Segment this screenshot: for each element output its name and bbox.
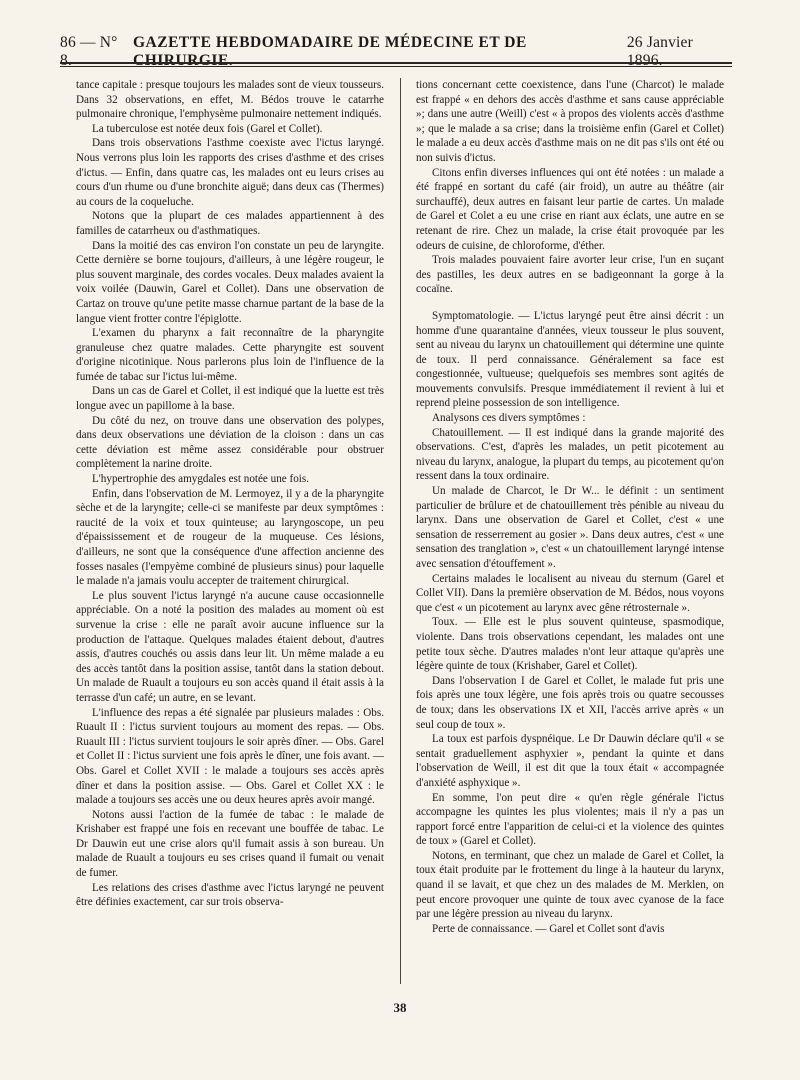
page-number-issue: 86 — N° 8. <box>60 34 118 69</box>
paragraph: Notons, en terminant, que chez un malade de Garel et Collet, la toux était produite par le frottement du linge à la hauteur du larynx, quand il se lavait, et que chez un des malades de M. Merklen, on peut encore provoquer une quinte de toux avec cyanose de la face par une légère pression au niveau du larynx. <box>416 849 724 921</box>
paragraph: Le plus souvent l'ictus laryngé n'a aucune cause occasionnelle appréciable. On a noté la position des malades au moment où est survenue la crise : elle ne paraît avoir aucune influence sur la production de l'attaque. Quelques malades étaient debout, d'autres assis, d'autres couchés ou assis dans leur lit. Un même malade a eu des accès tantôt dans la position assise, tantôt dans la station debout. Un malade de Ruault a toujours eu son accès quand il était assis à la terrasse d'un café; un autre, en se levant. <box>76 589 384 704</box>
paragraph: Certains malades le localisent au niveau du sternum (Garel et Collet VII). Dans la première observation de M. Bédos, nous voyons que c'est « un picotement au larynx avec gêne rétrosternale ». <box>416 572 724 614</box>
running-header <box>60 34 732 69</box>
paragraph: Un malade de Charcot, le Dr W... le définit : un sentiment particulier de brûlure et de chatouillement très pénible au niveau du larynx. Dans une observation de Garel et Collet, c'est « une sensation de resserrement au gosier ». Dans deux autres, c'est « une sensation des tranglation », c'est « un chatouillement laryngé intense avec sensation d'étouffement ». <box>416 485 724 570</box>
section-paragraph-symptomatologie: Symptomatologie. — L'ictus laryngé peut être ainsi décrit : un homme d'une quarantaine d'années, vieux tousseur le plus souvent, sent au niveau du larynx un chatouillement qui détermine une quinte de toux. Il perd connaissance. Généralement sa face est congestionnée, vultueuse; quelquefois ses membres sont agités de mouvements convulsifs. Presque immédiatement il revient à lui et reprend pleine possession de son intelligence. <box>416 309 724 410</box>
paragraph: Notons que la plupart de ces malades appartiennent à des familles de catarrheux ou d'asthmatiques. <box>76 210 384 237</box>
paragraph: Les relations des crises d'asthme avec l'ictus laryngé ne peuvent être définies exactement, car sur trois observa- <box>76 881 384 909</box>
paragraph: L'hypertrophie des amygdales est notée une fois. <box>92 473 310 486</box>
paragraph: Dans l'observation I de Garel et Collet, le malade fut pris une fois après une toux légère, une fois après trois ou quatre secousses de toux; dans les observations IX et XII, l'accès arrive après « un seul coup de toux ». <box>416 674 724 731</box>
folio-number: 38 <box>393 1000 407 1015</box>
column-divider <box>400 78 401 984</box>
paragraph: Chatouillement. — Il est indiqué dans la grande majorité des observations. C'est, d'après les malades, un petit picotement au niveau du larynx, analogue, la plupart du temps, au picotement qu'on ressent dans la toux ordinaire. <box>416 426 724 483</box>
paragraph: Trois malades pouvaient faire avorter leur crise, l'un en suçant des pastilles, les deux autres en se badigeonnant la gorge à la cocaïne. <box>416 254 724 296</box>
right-column <box>416 78 724 983</box>
header-rule-thin <box>60 66 732 67</box>
paragraph: Toux. — Elle est le plus souvent quinteuse, spasmodique, violente. Dans trois observations cependant, les malades ont une petite toux sèche. D'autres malades n'ont leur attaque qu'après une légère quinte de toux (Krishaber, Garel et Collet). <box>416 616 724 673</box>
header-rule <box>60 62 732 64</box>
issue-date: 26 Janvier 1896. <box>626 34 693 69</box>
paragraph: La toux est parfois dyspnéique. Le Dr Dauwin déclare qu'il « se sentait graduellement asphyxier », pendant la quinte et dans l'observation de Weill, il est dit que la toux était « accompagnée d'anxiété asphyxique ». <box>416 733 724 789</box>
paragraph: Dans la moitié des cas environ l'on constate un peu de laryngite. Cette dernière se borne toujours, d'ailleurs, à une légère rougeur, le plus souvent marginale, des cordes vocales. Deux malades avaient la voix voilée (Dauwin, Garel et Collet). Dans une observation de Cartaz on trouve qu'une petite masse charnue partant de la base de la langue vient frotter contre l'épiglotte. <box>76 239 384 325</box>
paragraph: Dans un cas de Garel et Collet, il est indiqué que la luette est très longue avec un papillome à la base. <box>76 385 384 413</box>
paragraph: Notons aussi l'action de la fumée de tabac : le malade de Krishaber est frappé une fois en recevant une bouffée de tabac. Le Dr Dauwin eut une crise alors qu'il fumait assis à son bureau. Un malade de Ruault a toujours eu ses crises quand il fumait ou venait de fumer. <box>76 808 384 880</box>
paragraph: Dans trois observations l'asthme coexiste avec l'ictus laryngé. Nous verrons plus loin les rapports des crises d'asthme et des crises d'ictus. — Enfin, dans quatre cas, les malades ont eu leurs crises au cours d'un rhume ou d'une bronchite aiguë; dans deux cas (Thermes) au cours de la coqueluche. <box>76 137 384 208</box>
paragraph: La tuberculose est notée deux fois (Garel et Collet). <box>92 122 323 135</box>
paragraph: Du côté du nez, on trouve dans une observation des polypes, dans deux observations une déviation de la cloison : dans un cas cette déviation est même assez considérable pour obstruer complètement la narine droite. <box>76 414 384 471</box>
left-column <box>76 78 384 983</box>
paragraph: En somme, l'on peut dire « qu'en règle générale l'ictus accompagne les quintes les plus violentes; mais il n'y a pas un rapport forcé entre l'apparition de celui-ci et la violence des quintes de toux » (Garel et Collet). <box>416 791 724 848</box>
paragraph: L'examen du pharynx a fait reconnaître de la pharyngite granuleuse chez quatre malades. Cette pharyngite est souvent d'origine nicotinique. Nous parlerons plus loin de l'influence de la fumée de tabac sur l'ictus lui-même. <box>76 327 384 383</box>
paragraph: Perte de connaissance. — Garel et Collet sont d'avis <box>432 922 665 935</box>
paragraph: L'influence des repas a été signalée par plusieurs malades : Obs. Ruault II : l'ictus survient toujours au moment des repas. — Obs. Ruault III : l'ictus survient toujours le soir après dîner. — Obs. Garel et Collet II : l'ictus survient une fois après le dîner, une fois avant. — Obs. Garel et Collet XVII : le malade a toujours ses accès après dîner et dans la position assise. — Obs. Garel et Collet XX : le malade a toujours ses accès une ou deux heures après avoir mangé. <box>76 706 384 807</box>
paragraph: Enfin, dans l'observation de M. Lermoyez, il y a de la pharyngite sèche et de la laryngite; celle-ci se manifeste par deux symptômes : raucité de la voix et toux quinteuse; au laryngoscope, un peu d'épaississement et de rougeur de la muqueuse. Ces lésions, d'ailleurs, ne sont que la conséquence d'une affection ancienne des fosses nasales (l'empyème combiné de plusieurs sinus) pour laquelle le malade n'a jamais voulu accepter de traitement chirurgical. <box>76 487 384 588</box>
paragraph: Citons enfin diverses influences qui ont été notées : un malade a été frappé en sortant du café (air froid), un autre au théâtre (air surchauffé), deux autres en faisant leur partie de cartes. Un malade de Garel et Colet a eu une crise en riant aux éclats, une autre en se retenant de rire. Chez un malade, la crise était provoquée par les odeurs de cuisine, de chloroforme, d'éther. <box>416 166 724 252</box>
paragraph: tance capitale : presque toujours les malades sont de vieux tousseurs. Dans 32 observations, en effet, M. Bédos trouve le catarrhe pulmonaire chronique, l'emphysème pulmonaire nettement indiqués. <box>76 79 384 121</box>
paragraph: Analysons ces divers symptômes : <box>432 412 586 425</box>
paragraph: tions concernant cette coexistence, dans l'une (Charcot) le malade est frappé « en dehors des accès d'asthme et sans cause appréciable »; dans une autre (Weill) c'est « à propos des violents accès d'asthme »; que le malade a sa crise; dans la troisième enfin (Garel et Collet) le malade a eu deux accès d'asthme mais on ne dit pas s'ils ont été ou non suivis d'ictus. <box>416 79 724 164</box>
journal-title: GAZETTE HEBDOMADAIRE DE MÉDECINE ET DE CHIRURGIE. <box>133 34 527 69</box>
